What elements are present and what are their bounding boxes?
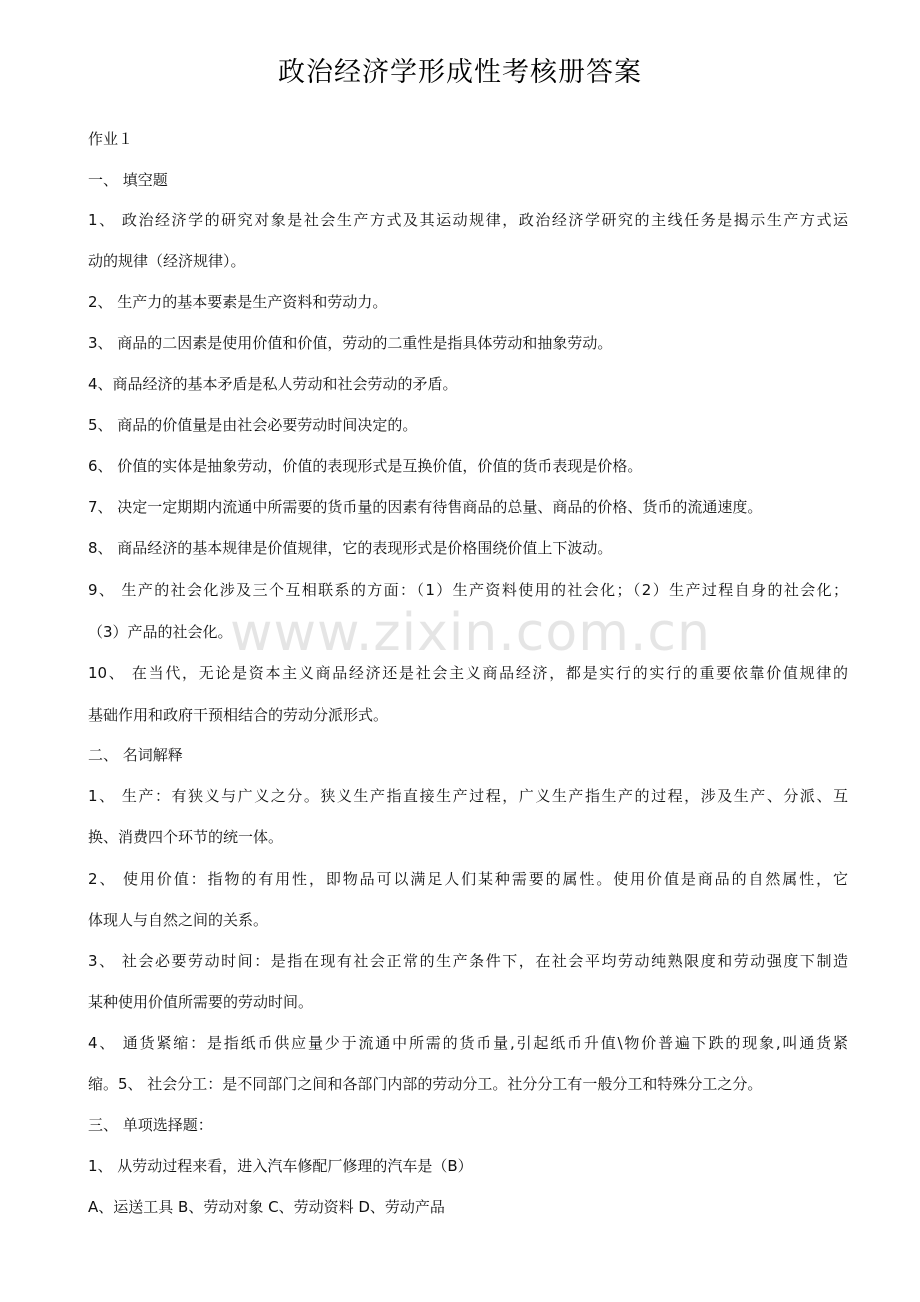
paragraph-line: 9、 生产的社会化涉及三个互相联系的方面：（1）生产资料使用的社会化；（2）生产过程自身的社会化； xyxy=(88,581,848,599)
section-heading-fill-blank: 一、 填空题 xyxy=(88,171,168,189)
paragraph-line: （3）产品的社会化。 xyxy=(88,623,233,641)
section-heading-assignment: 作业１ xyxy=(88,130,134,148)
paragraph-line: 3、 商品的二因素是使用价值和价值，劳动的二重性是指具体劳动和抽象劳动。 xyxy=(88,334,613,352)
paragraph-line: 7、 决定一定期期内流通中所需要的货币量的因素有待售商品的总量、商品的价格、货币的流通速度。 xyxy=(88,498,763,516)
section-heading-single-choice: 三、 单项选择题： xyxy=(88,1116,213,1134)
paragraph-line: 10、 在当代，无论是资本主义商品经济还是社会主义商品经济，都是实行的实行的重要依靠价值规律的 xyxy=(88,664,848,682)
paragraph-line: 换、消费四个环节的统一体。 xyxy=(88,828,284,846)
paragraph-line: 8、 商品经济的基本规律是价值规律，它的表现形式是价格围绕价值上下波动。 xyxy=(88,539,613,557)
question-line: 1、 从劳动过程来看，进入汽车修配厂修理的汽车是（B） xyxy=(88,1157,473,1175)
section-heading-terms: 二、 名词解释 xyxy=(88,746,183,764)
paragraph-line: 3、 社会必要劳动时间：是指在现有社会正常的生产条件下，在社会平均劳动纯熟限度和劳动强度下制造 xyxy=(88,952,848,970)
paragraph-line: 2、 使用价值：指物的有用性，即物品可以满足人们某种需要的属性。使用价值是商品的自然属性，它 xyxy=(88,870,848,888)
paragraph-line: 动的规律（经济规律）。 xyxy=(88,252,246,270)
paragraph-line: 基础作用和政府干预相结合的劳动分派形式。 xyxy=(88,706,389,724)
paragraph-line: 1、 生产：有狭义与广义之分。狭义生产指直接生产过程，广义生产指生产的过程，涉及生产、分派、互 xyxy=(88,787,848,805)
paragraph-line: 6、 价值的实体是抽象劳动，价值的表现形式是互换价值，价值的货币表现是价格。 xyxy=(88,457,643,475)
paragraph-line: 缩。5、 社会分工：是不同部门之间和各部门内部的劳动分工。社分分工有一般分工和特殊分工之分。 xyxy=(88,1075,763,1093)
paragraph-line: 4、 通货紧缩：是指纸币供应量少于流通中所需的货币量,引起纸币升值\物价普遍下跌的现象,叫通货紧 xyxy=(88,1034,848,1052)
paragraph-line: 5、 商品的价值量是由社会必要劳动时间决定的。 xyxy=(88,416,418,434)
watermark: www.zixin.com.cn xyxy=(230,603,711,663)
paragraph-line: 2、 生产力的基本要素是生产资料和劳动力。 xyxy=(88,293,388,311)
answer-options-line: A、运送工具 B、劳动对象 C、劳动资料 D、劳动产品 xyxy=(88,1198,445,1216)
paragraph-line: 1、 政治经济学的研究对象是社会生产方式及其运动规律，政治经济学研究的主线任务是揭示生产方式运 xyxy=(88,211,848,229)
paragraph-line: 某种使用价值所需要的劳动时间。 xyxy=(88,993,314,1011)
paragraph-line: 体现人与自然之间的关系。 xyxy=(88,911,269,929)
paragraph-line: 4、商品经济的基本矛盾是私人劳动和社会劳动的矛盾。 xyxy=(88,375,458,393)
document-title: 政治经济学形成性考核册答案 xyxy=(278,57,642,88)
